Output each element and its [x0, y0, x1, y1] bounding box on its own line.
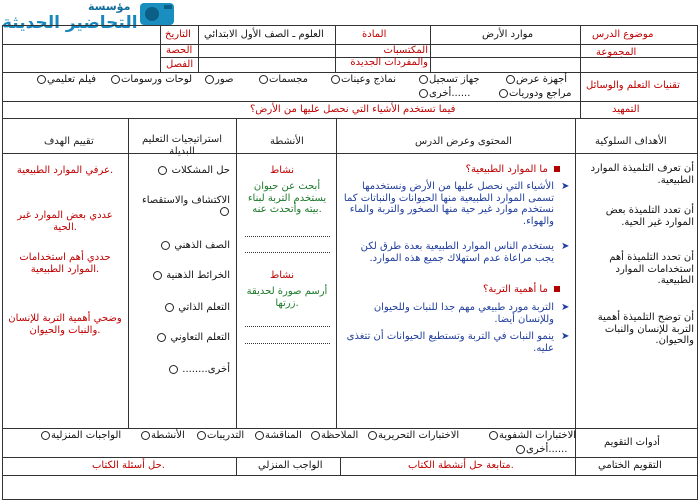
assess-exercises[interactable]: التدريبات [196, 430, 244, 442]
logo-line1: مؤسسة [88, 0, 131, 13]
assess-other[interactable]: أخرى...... [515, 444, 567, 456]
assess-written-radio[interactable] [368, 431, 377, 440]
strategy-3-radio[interactable] [161, 241, 170, 250]
topic-label: موضوع الدرس [592, 29, 654, 40]
arrow-bullet-icon: ➤ [561, 241, 570, 252]
subject-value: العلوم ـ الصف الأول الابتدائي [204, 29, 324, 40]
logo-camera-flash [164, 5, 172, 9]
tool-other[interactable]: أخرى...... [418, 88, 470, 100]
answer-line [245, 236, 330, 237]
col-objectives: الأهداف السلوكية [595, 136, 667, 147]
assess-exercises-radio[interactable] [197, 431, 206, 440]
date-label: التاريخ [165, 29, 191, 40]
answer-line [245, 326, 330, 327]
activity-2-text: أرسم صورة لحديقة زرتها. [246, 286, 328, 309]
period-label: الحصة [166, 45, 193, 56]
assess-homework[interactable]: الواجبات المنزلية [40, 430, 121, 442]
tool-pictures[interactable]: صور [204, 74, 234, 86]
strategy-2[interactable]: الاكتشاف والاستقصاء [140, 195, 230, 218]
answer-line [245, 252, 330, 253]
strategy-3[interactable]: الصف الذهني [140, 240, 230, 252]
tool-mockups-radio[interactable] [259, 75, 268, 84]
logo-line2: التحاضير الحديثة [2, 13, 138, 33]
tool-references[interactable]: مراجع ودوريات [498, 88, 572, 100]
strategy-6[interactable]: التعلم التعاوني [140, 332, 230, 344]
assess-other-radio[interactable] [516, 445, 525, 454]
arrow-bullet-icon: ➤ [561, 181, 570, 192]
intro-question: فيما تستخدم الأشياء التي نحصل عليها من الأرض؟ [250, 104, 456, 115]
tool-models-radio[interactable] [331, 75, 340, 84]
strategy-5-radio[interactable] [165, 303, 174, 312]
assess-homework-radio[interactable] [41, 431, 50, 440]
tool-other-radio[interactable] [419, 89, 428, 98]
objective-2: أن تعدد التلميذة بعض الموارد غير الحية. [605, 205, 694, 228]
content-q2: ما أهمية التربة؟ [360, 284, 560, 296]
activity-2-title: نشاط [270, 270, 294, 281]
activity-1-text: أبحث عن حيوان يستخدم التربة لبناء بيته وأتحدث عنه. [247, 181, 327, 215]
objective-3: أن تحدد التلميذة أهم استخدامات الموارد الطبيعية. [609, 252, 694, 286]
assess-observation-radio[interactable] [311, 431, 320, 440]
strategy-4-radio[interactable] [153, 271, 162, 280]
assess-oral[interactable]: الاختبارات الشفوية [488, 430, 576, 442]
activity-1-title: نشاط [270, 165, 294, 176]
tool-projector-radio[interactable] [506, 75, 515, 84]
intro-label: التمهيد [612, 104, 640, 115]
tool-projector[interactable]: أجهزة عرض [505, 74, 567, 86]
tool-film[interactable]: فيلم تعليمي [36, 74, 96, 86]
subject-label: المادة [362, 29, 387, 40]
assess-oral-radio[interactable] [489, 431, 498, 440]
tool-film-radio[interactable] [37, 75, 46, 84]
strategy-2-radio[interactable] [220, 207, 229, 216]
arrow-bullet-icon: ➤ [561, 302, 570, 313]
strategy-7[interactable]: أخرى........ [140, 364, 230, 376]
content-p1: الأشياء التي نحصل عليها من الأرض ونستخدمها تسمى الموارد الطبيعية منها الحيوانات والنباتات كما نستخدم موارد غير حية منها الصخور والتربة والماء والهواء. [343, 181, 554, 227]
homework-value: حل أسئلة الكتاب. [92, 460, 165, 471]
tool-models[interactable]: نماذج وعينات [330, 74, 396, 86]
assess-discussion[interactable]: المناقشة [254, 430, 302, 442]
evaluation-1: عرفي الموارد الطبيعية. [16, 165, 114, 176]
col-activities: الأنشطة [270, 136, 304, 147]
evaluation-4: وضحي أهمية التربة للإنسان والنبات والحيوان. [8, 313, 122, 336]
bullet-square-icon [554, 166, 560, 172]
content-q1: ما الموارد الطبيعية؟ [360, 164, 560, 176]
vocab-label: المكتسبات والمفردات الجديدة [350, 45, 428, 68]
objective-4: أن توضح التلميذة أهمية التربة للإنسان والنبات والحيوان. [597, 312, 694, 346]
assessment-label: أدوات التقويم [604, 437, 660, 448]
content-p3: التربة مورد طبيعي مهم جدا للنبات وللحيوان وللإنسان أيضا. [373, 302, 554, 325]
assess-activities-radio[interactable] [141, 431, 150, 440]
topic-value: موارد الأرض [482, 29, 534, 40]
evaluation-2: عددي بعض الموارد غير الحية. [17, 210, 113, 233]
col-strategies: استراتيجيات التعليم البديلة [141, 134, 223, 157]
answer-line [245, 343, 330, 344]
evaluation-3: حددي أهم استخدامات الموارد الطبيعية. [19, 252, 111, 275]
tool-posters-radio[interactable] [111, 75, 120, 84]
homework-label: الواجب المنزلي [258, 460, 323, 471]
bullet-square-icon [554, 286, 560, 292]
assess-discussion-radio[interactable] [255, 431, 264, 440]
final-followup: متابعة حل أنشطة الكتاب. [408, 460, 514, 471]
objective-1: أن تعرف التلميذة الموارد الطبيعية. [590, 163, 694, 186]
assess-written[interactable]: الاختبارات التحريرية [367, 430, 459, 442]
content-p4: ينمو النبات في التربة وتستطيع الحيوانات أن تتغذى عليه. [346, 331, 554, 354]
assess-activities[interactable]: الأنشطة [140, 430, 185, 442]
tool-pictures-radio[interactable] [205, 75, 214, 84]
strategy-4[interactable]: الخرائط الذهنية [140, 270, 230, 282]
strategy-6-radio[interactable] [157, 333, 166, 342]
col-content: المحتوى وعرض الدرس [415, 136, 512, 147]
assess-observation[interactable]: الملاحظة [310, 430, 358, 442]
tools-label: تقنيات التعلم والوسائل [586, 80, 680, 91]
class-label: الفصل [166, 59, 194, 70]
tool-recorder[interactable]: جهاز تسجيل [418, 74, 480, 86]
arrow-bullet-icon: ➤ [561, 331, 570, 342]
group-label: المجموعة [596, 47, 637, 58]
strategy-1[interactable]: حل المشكلات [140, 165, 230, 177]
strategy-7-radio[interactable] [169, 365, 178, 374]
tool-posters[interactable]: لوحات ورسومات [110, 74, 192, 86]
strategy-5[interactable]: التعلم الذاتي [140, 302, 230, 314]
logo-camera-lens [145, 7, 159, 21]
tool-references-radio[interactable] [499, 89, 508, 98]
tool-mockups[interactable]: مجسمات [258, 74, 308, 86]
col-evaluation: تقييم الهدف [44, 136, 94, 147]
final-label: التقويم الختامي [598, 460, 662, 471]
strategy-1-radio[interactable] [158, 166, 167, 175]
content-p2: يستخدم الناس الموارد الطبيعية بعدة طرق لكن يجب مراعاة عدم استهلاك جميع هذه الموارد. [360, 241, 554, 264]
tool-recorder-radio[interactable] [419, 75, 428, 84]
